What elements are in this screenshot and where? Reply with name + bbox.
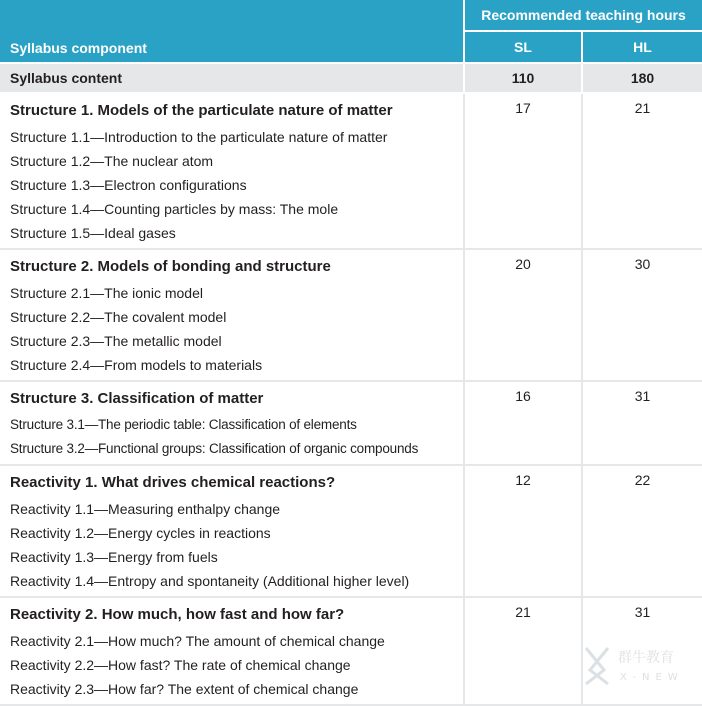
section-hl-hours: 22 [582, 465, 702, 597]
syllabus-content-label: Syllabus content [0, 63, 464, 93]
section-title: Structure 1. Models of the particulate nature of matter [10, 102, 393, 119]
topic-item: Reactivity 2.1—How much? The amount of chemical change [10, 633, 385, 649]
section-hl-hours: 21 [582, 93, 702, 249]
topic-item: Reactivity 1.3—Energy from fuels [10, 549, 218, 565]
section-sl-hours: 17 [464, 93, 582, 249]
topic-item: Reactivity 1.2—Energy cycles in reactions [10, 525, 271, 541]
section-row [0, 93, 702, 249]
hl-header: HL [582, 31, 702, 63]
section-topics-cell [0, 93, 464, 249]
syllabus-component-header: Syllabus component [0, 0, 464, 63]
syllabus-content-hl: 180 [582, 63, 702, 93]
topic-item: Structure 3.2—Functional groups: Classification of organic compounds [10, 441, 419, 456]
teaching-hours-header: Recommended teaching hours [464, 0, 702, 31]
topic-item: Reactivity 2.2—How fast? The rate of chemical change [10, 657, 351, 673]
header-row-top [0, 0, 702, 31]
syllabus-content-sl: 110 [464, 63, 582, 93]
section-topics-cell [0, 465, 464, 597]
section-sl-hours: 21 [464, 597, 582, 705]
watermark-text-cn: 群牛教育 [618, 650, 674, 666]
topic-item: Structure 1.2—The nuclear atom [10, 153, 214, 169]
syllabus-content-row [0, 63, 702, 93]
section-topics-cell [0, 597, 464, 705]
topic-item: Structure 2.3—The metallic model [10, 333, 222, 349]
sl-header: SL [464, 31, 582, 63]
section-sl-hours: 12 [464, 465, 582, 597]
section-title: Reactivity 1. What drives chemical reactions? [10, 474, 336, 491]
section-hl-hours: 30 [582, 249, 702, 381]
section-row [0, 249, 702, 381]
section-topics-cell [0, 381, 464, 465]
section-hl-hours: 31 [582, 597, 702, 705]
watermark-text-en: X-NEW [620, 672, 684, 683]
section-row [0, 465, 702, 597]
section-title: Structure 3. Classification of matter [10, 390, 264, 407]
topic-item: Structure 2.1—The ionic model [10, 285, 203, 301]
topic-item: Structure 1.4—Counting particles by mass: The mole [10, 201, 339, 217]
topic-item: Reactivity 1.4—Entropy and spontaneity (Additional higher level) [10, 573, 410, 589]
section-title: Reactivity 2. How much, how fast and how far? [10, 606, 345, 623]
section-row [0, 381, 702, 465]
section-title: Structure 2. Models of bonding and structure [10, 258, 331, 275]
topic-item: Structure 1.5—Ideal gases [10, 225, 176, 241]
topic-item: Structure 2.2—The covalent model [10, 309, 227, 325]
watermark-logo [582, 640, 700, 688]
topic-item: Structure 1.1—Introduction to the particulate nature of matter [10, 129, 388, 145]
section-topics-cell [0, 249, 464, 381]
section-sl-hours: 20 [464, 249, 582, 381]
topic-item: Structure 3.1—The periodic table: Classification of elements [10, 417, 357, 432]
section-sl-hours: 16 [464, 381, 582, 465]
topic-item: Structure 2.4—From models to materials [10, 357, 263, 373]
topic-item: Reactivity 1.1—Measuring enthalpy change [10, 501, 281, 517]
topic-item: Structure 1.3—Electron configurations [10, 177, 247, 193]
topic-item: Reactivity 2.3—How far? The extent of chemical change [10, 681, 359, 697]
section-hl-hours: 31 [582, 381, 702, 465]
